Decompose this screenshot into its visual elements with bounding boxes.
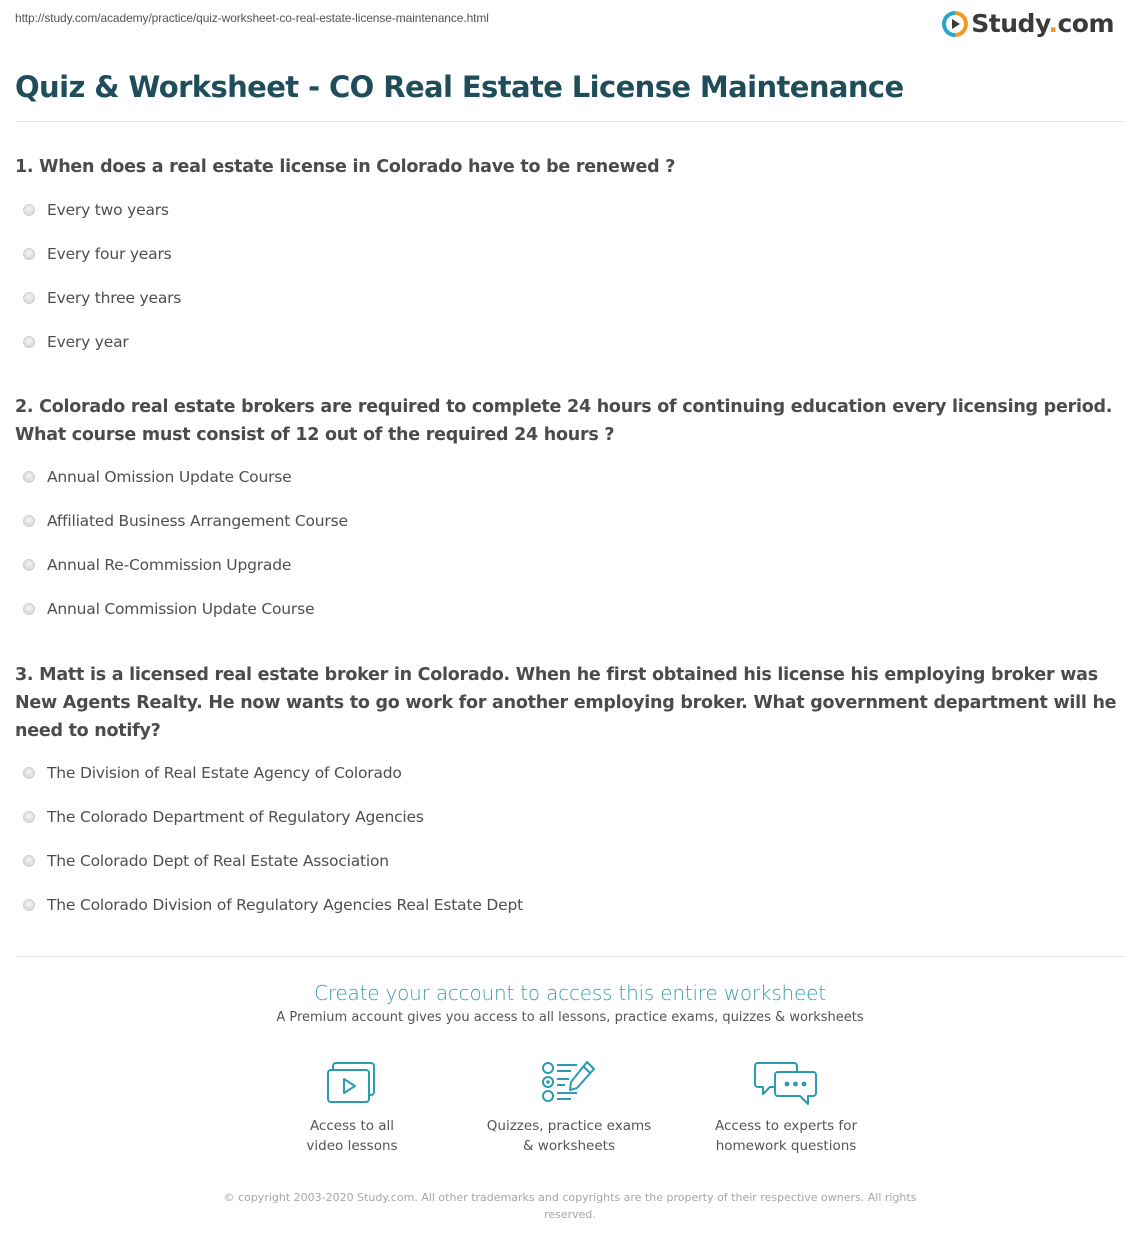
answer-option[interactable]: The Division of Real Estate Agency of Colorado	[15, 751, 1126, 795]
question-1	[15, 153, 1126, 364]
answer-option[interactable]: Affiliated Business Arrangement Course	[15, 499, 1126, 543]
answer-options	[15, 455, 1126, 631]
radio-button-icon[interactable]	[23, 515, 35, 527]
radio-button-icon[interactable]	[23, 767, 35, 779]
answer-option[interactable]: The Colorado Department of Regulatory Agencies	[15, 795, 1126, 839]
feature-quizzes	[459, 1060, 679, 1156]
study-logo[interactable]	[942, 9, 1114, 39]
question-3	[15, 661, 1126, 927]
answer-option[interactable]: Every year	[15, 320, 1126, 364]
answer-options	[15, 188, 1126, 364]
section-divider	[15, 956, 1125, 957]
play-ring-icon	[942, 11, 968, 37]
radio-button-icon[interactable]	[23, 811, 35, 823]
answer-option[interactable]: Every four years	[15, 232, 1126, 276]
video-lessons-icon	[242, 1060, 462, 1106]
answer-option[interactable]: Annual Commission Update Course	[15, 587, 1126, 631]
answer-option[interactable]: Every two years	[15, 188, 1126, 232]
page-title: Quiz & Worksheet - CO Real Estate License Maintenance	[15, 70, 904, 104]
radio-button-icon[interactable]	[23, 855, 35, 867]
signup-cta	[0, 980, 1140, 1025]
answer-option[interactable]: The Colorado Dept of Real Estate Association	[15, 839, 1126, 883]
radio-button-icon[interactable]	[23, 336, 35, 348]
top-bar	[0, 0, 1140, 58]
radio-button-icon[interactable]	[23, 204, 35, 216]
copyright-notice: © copyright 2003-2020 Study.com. All other trademarks and copyrights are the property of their respective owners. All rights reserved.	[223, 1191, 917, 1221]
answer-options	[15, 751, 1126, 927]
feature-label: Quizzes, practice exams & worksheets	[486, 1118, 652, 1154]
question-text: 3. Matt is a licensed real estate broker in Colorado. When he first obtained his license his employing broker was New Agents Realty. He now wants to go work for another employing broker. What government department will he need to notify?	[15, 665, 1117, 741]
logo-wordmark: Study.com	[971, 9, 1114, 38]
feature-video-lessons	[242, 1060, 462, 1156]
radio-button-icon[interactable]	[23, 248, 35, 260]
radio-button-icon[interactable]	[23, 292, 35, 304]
radio-button-icon[interactable]	[23, 899, 35, 911]
page-url: http://study.com/academy/practice/quiz-worksheet-co-real-estate-license-maintenance.html	[15, 11, 489, 25]
cta-subtitle: A Premium account gives you access to all lessons, practice exams, quizzes & worksheets	[276, 1010, 864, 1025]
radio-button-icon[interactable]	[23, 471, 35, 483]
answer-option[interactable]: Annual Omission Update Course	[15, 455, 1126, 499]
quiz-checklist-icon	[459, 1060, 679, 1106]
question-text: 1. When does a real estate license in Colorado have to be renewed ?	[15, 157, 676, 177]
answer-option[interactable]: Annual Re-Commission Upgrade	[15, 543, 1126, 587]
feature-experts	[676, 1060, 896, 1156]
title-divider	[15, 121, 1125, 122]
feature-label: Access to experts for homework questions	[714, 1118, 857, 1154]
feature-label: Access to all video lessons	[306, 1118, 398, 1154]
cta-title-link[interactable]: Create your account to access this entire worksheet	[314, 981, 826, 1005]
question-text: 2. Colorado real estate brokers are required to complete 24 hours of continuing education every licensing period. What course must consist of 12 out of the required 24 hours ?	[15, 397, 1113, 445]
question-2	[15, 393, 1126, 631]
radio-button-icon[interactable]	[23, 603, 35, 615]
chat-bubbles-icon	[676, 1060, 896, 1110]
radio-button-icon[interactable]	[23, 559, 35, 571]
answer-option[interactable]: Every three years	[15, 276, 1126, 320]
answer-option[interactable]: The Colorado Division of Regulatory Agencies Real Estate Dept	[15, 883, 1126, 927]
